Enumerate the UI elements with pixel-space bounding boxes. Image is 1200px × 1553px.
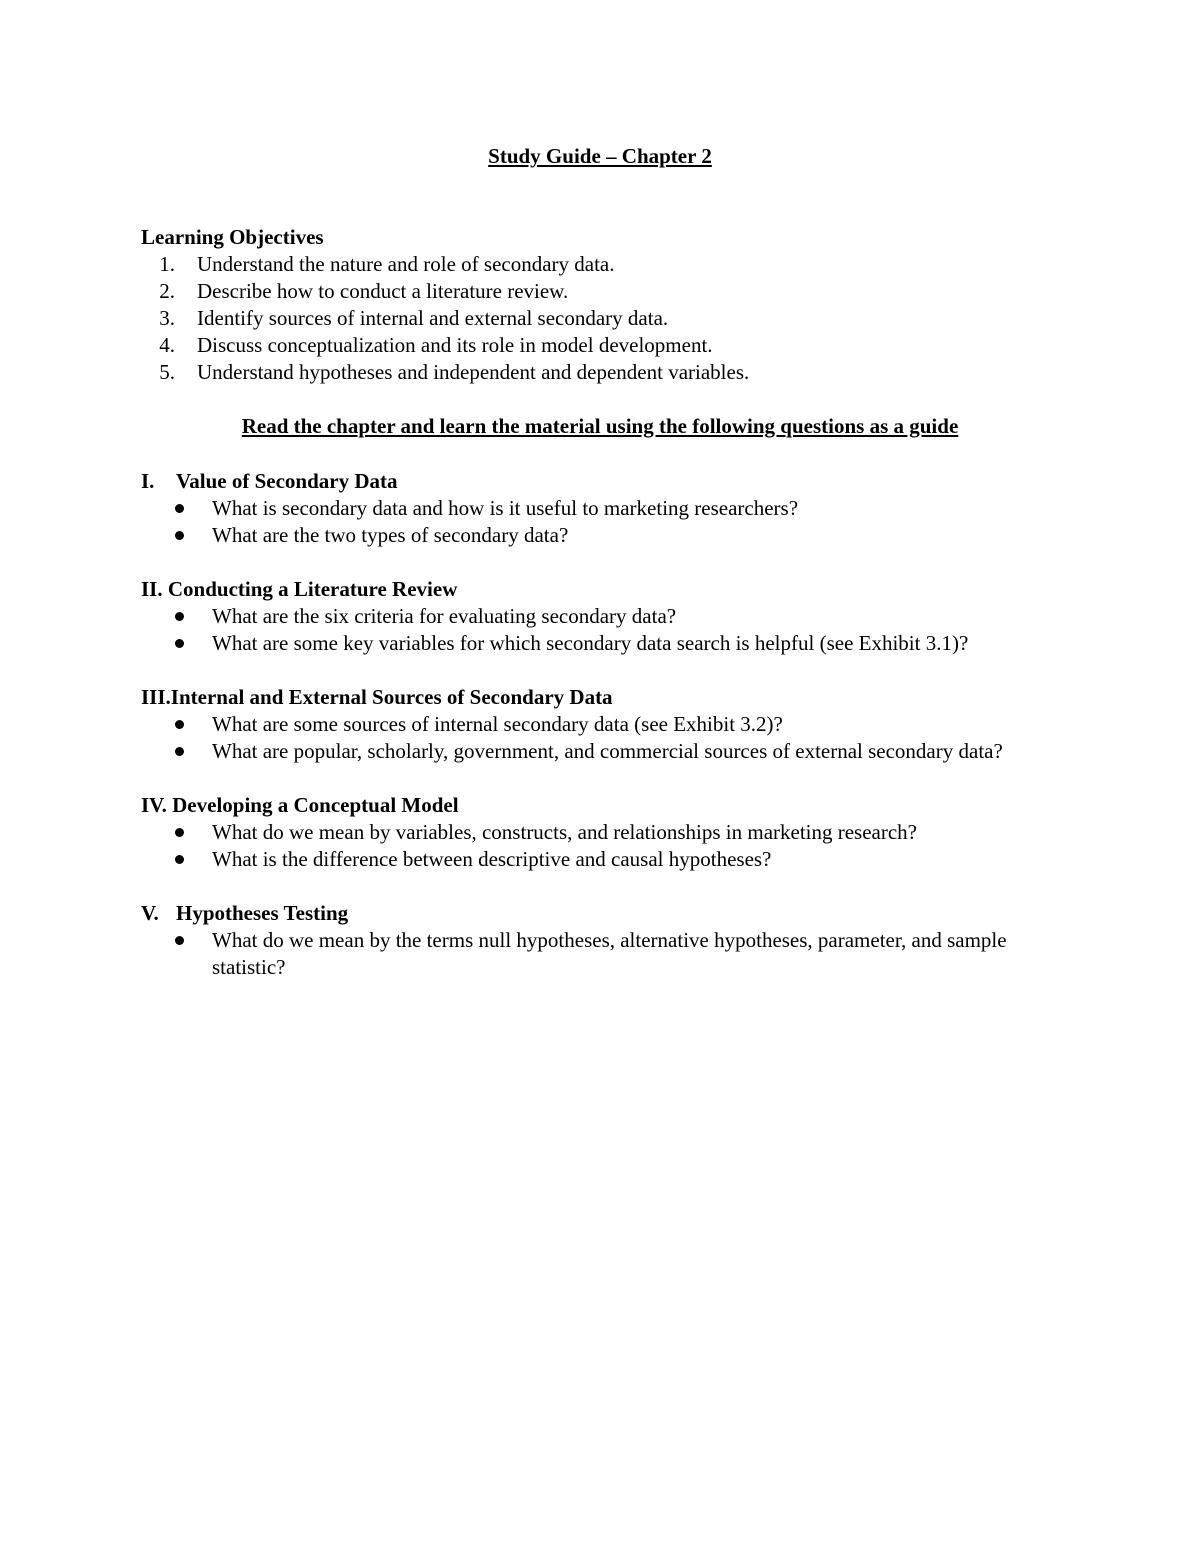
question-text: What are the six criteria for evaluating secondary data? [212,604,677,628]
objective-number: 5. [159,360,175,384]
objective-number: 3. [159,306,175,330]
section-numeral: IV. [141,793,167,817]
question-item [141,603,1061,630]
page-title: Study Guide – Chapter 2 [488,144,712,168]
bullet-icon [175,855,184,864]
question-item [141,846,1061,873]
section-developing-conceptual-model [141,792,1061,873]
section-heading [141,576,1061,603]
section-heading [141,468,1061,495]
objectives-list [141,251,1061,386]
section-title: Internal and External Sources of Secondary Data [170,685,613,709]
question-text: What do we mean by the terms null hypotheses, alternative hypotheses, parameter, and sample statistic? [212,928,1007,979]
objective-item [141,359,1061,386]
objective-text: Identify sources of internal and external secondary data. [197,306,669,330]
objective-text: Discuss conceptualization and its role in model development. [197,333,713,357]
section-value-of-secondary-data [141,468,1061,549]
question-item [141,630,1061,657]
objective-text: Describe how to conduct a literature review. [197,279,569,303]
bullet-icon [175,747,184,756]
objective-item [141,278,1061,305]
question-text: What is secondary data and how is it useful to marketing researchers? [212,496,799,520]
section-numeral: III. [141,685,171,709]
question-item [141,927,1061,981]
section-numeral: V. [141,901,159,925]
section-title: Value of Secondary Data [176,469,398,493]
section-title: Conducting a Literature Review [167,577,458,601]
question-list [141,927,1061,981]
question-item [141,738,1061,765]
question-list [141,819,1061,873]
section-title: Developing a Conceptual Model [172,793,459,817]
objective-text: Understand hypotheses and independent and dependent variables. [197,360,750,384]
section-numeral: II. [141,577,163,601]
section-heading [141,684,1061,711]
section-title: Hypotheses Testing [176,901,349,925]
instruction-heading: Read the chapter and learn the material using the following questions as a guide [241,414,959,438]
question-text: What are some key variables for which secondary data search is helpful (see Exhibit 3.1)? [212,631,969,655]
bullet-icon [175,936,184,945]
section-hypotheses-testing [141,900,1061,981]
question-list [141,603,1061,657]
question-text: What are the two types of secondary data? [212,523,569,547]
question-item [141,819,1061,846]
objective-item [141,305,1061,332]
question-text: What are some sources of internal secondary data (see Exhibit 3.2)? [212,712,783,736]
question-text: What do we mean by variables, constructs, and relationships in marketing research? [212,820,918,844]
bullet-icon [175,720,184,729]
bullet-icon [175,531,184,540]
question-item [141,522,1061,549]
question-sections [141,468,1061,1008]
question-text: What is the difference between descriptive and causal hypotheses? [212,847,772,871]
section-internal-external-sources [141,684,1061,765]
question-text: What are popular, scholarly, government, and commercial sources of external secondary data? [212,739,1003,763]
bullet-icon [175,504,184,513]
question-list [141,711,1061,765]
objectives-heading: Learning Objectives [141,225,324,249]
section-conducting-literature-review [141,576,1061,657]
objective-number: 2. [159,279,175,303]
objective-item [141,251,1061,278]
learning-objectives [141,224,1061,386]
objective-number: 1. [159,252,175,276]
section-heading [141,792,1061,819]
section-numeral: I. [141,469,155,493]
objective-item [141,332,1061,359]
section-heading [141,900,1061,927]
objective-text: Understand the nature and role of secondary data. [197,252,615,276]
question-list [141,495,1061,549]
bullet-icon [175,612,184,621]
bullet-icon [175,828,184,837]
objective-number: 4. [159,333,175,357]
question-item [141,711,1061,738]
question-item [141,495,1061,522]
bullet-icon [175,639,184,648]
